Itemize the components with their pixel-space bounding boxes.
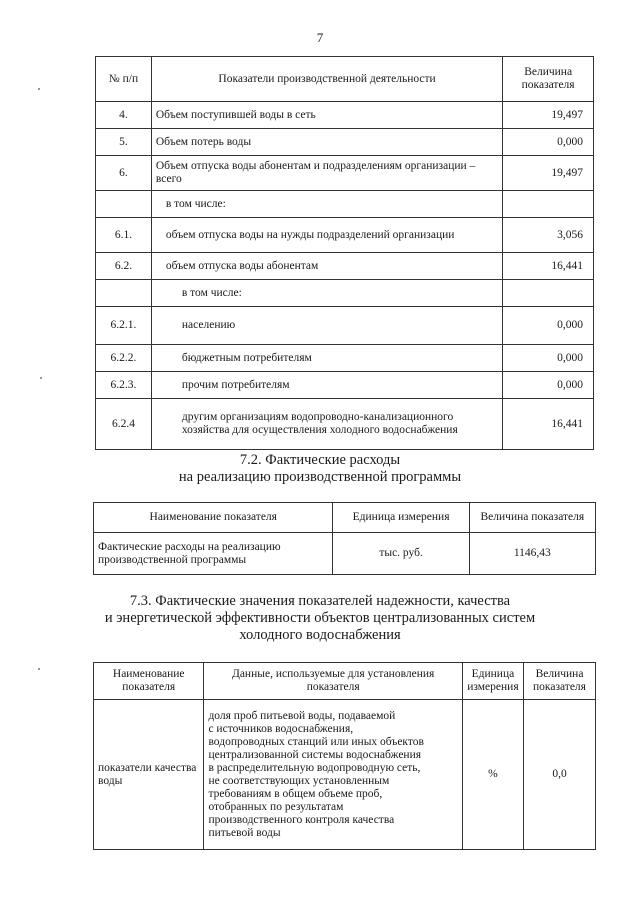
row-data [204, 700, 462, 850]
header-name: Наименование показателя [94, 503, 333, 533]
data-line: требованиям в общем объеме проб, [208, 787, 383, 800]
heading-line: и энергетической эффективности объектов централизованных систем [104, 610, 536, 626]
heading-line: на реализацию производственной программы [178, 469, 462, 485]
section-heading-7-2 [0, 452, 640, 486]
row-value: 19,497 [503, 102, 594, 129]
page-number: 7 [316, 30, 324, 45]
table-header-row [94, 663, 596, 700]
row-name: Объем отпуска воды абонентам и подразделениям организации – всего [151, 156, 502, 191]
table-row [94, 700, 596, 850]
table-row [96, 102, 594, 129]
table-row [96, 280, 594, 307]
data-line: водопроводных станций или иных объектов [208, 735, 424, 748]
row-num: 6.2.3. [96, 372, 152, 399]
production-indicators-table [95, 56, 594, 450]
header-indicator: Показатели производственной деятельности [151, 57, 502, 102]
row-num: 6.2. [96, 253, 152, 280]
heading-line: 7.2. Фактические расходы [239, 452, 401, 468]
row-value: 0,000 [503, 129, 594, 156]
header-data: Данные, используемые для установления показателя [204, 663, 462, 700]
header-value: Величина показателя [469, 503, 595, 533]
header-name: Наименование показателя [94, 663, 204, 700]
row-name: населению [151, 307, 502, 345]
row-num: 6.2.4 [96, 399, 152, 450]
scan-mark [40, 377, 42, 379]
table-row [96, 345, 594, 372]
row-value: 0,000 [503, 307, 594, 345]
row-name: прочим потребителям [151, 372, 502, 399]
row-num [96, 191, 152, 218]
table-row [96, 129, 594, 156]
heading-line: холодного водоснабжения [239, 627, 401, 643]
row-value [503, 191, 594, 218]
data-line: доля проб питьевой воды, подаваемой [208, 709, 396, 722]
row-num: 6.2.2. [96, 345, 152, 372]
table-row [96, 218, 594, 253]
table-row [96, 399, 594, 450]
row-unit: тыс. руб. [333, 533, 469, 575]
row-value: 16,441 [503, 399, 594, 450]
data-line: в распределительную водопроводную сеть, [208, 761, 421, 774]
table-header-row [94, 503, 596, 533]
row-num: 6.1. [96, 218, 152, 253]
row-name: бюджетным потребителям [151, 345, 502, 372]
row-name: другим организациям водопроводно-канализационного хозяйства для осуществления холодного водоснабжения [151, 399, 502, 450]
data-line: питьевой воды [208, 826, 281, 839]
row-num [96, 280, 152, 307]
table-row [96, 307, 594, 345]
scan-mark [38, 668, 40, 670]
header-unit: Единица измерения [333, 503, 469, 533]
data-line: отобранных по результатам [208, 800, 344, 813]
row-name: Объем поступившей воды в сеть [151, 102, 502, 129]
row-value: 0,0 [524, 700, 596, 850]
row-unit: % [462, 700, 523, 850]
header-value: Величина показателя [524, 663, 596, 700]
table-row [94, 533, 596, 575]
row-value: 3,056 [503, 218, 594, 253]
reliability-quality-table [93, 662, 596, 850]
table-row [96, 191, 594, 218]
row-value: 19,497 [503, 156, 594, 191]
header-unit: Единица измерения [462, 663, 523, 700]
row-num: 6. [96, 156, 152, 191]
row-value: 16,441 [503, 253, 594, 280]
header-value: Величина показателя [503, 57, 594, 102]
table-row [96, 372, 594, 399]
row-value: 0,000 [503, 345, 594, 372]
row-value: 1146,43 [469, 533, 595, 575]
header-num: № п/п [96, 57, 152, 102]
section-heading-7-3 [0, 593, 640, 644]
row-name: в том числе: [151, 191, 502, 218]
row-num: 5. [96, 129, 152, 156]
row-num: 4. [96, 102, 152, 129]
heading-line: 7.3. Фактические значения показателей надежности, качества [129, 593, 511, 609]
row-name: объем отпуска воды абонентам [151, 253, 502, 280]
row-name: Объем потерь воды [151, 129, 502, 156]
scan-mark [38, 88, 40, 90]
row-name: в том числе: [151, 280, 502, 307]
data-line: производственного контроля качества [208, 813, 395, 826]
row-value [503, 280, 594, 307]
data-line: централизованной системы водоснабжения [208, 748, 422, 761]
table-row [96, 156, 594, 191]
row-name: объем отпуска воды на нужды подразделений организации [151, 218, 502, 253]
actual-expenses-table [93, 502, 596, 575]
row-value: 0,000 [503, 372, 594, 399]
data-line: с источников водоснабжения, [208, 722, 354, 735]
table-row [96, 253, 594, 280]
row-name: Фактические расходы на реализацию производственной программы [94, 533, 333, 575]
row-num: 6.2.1. [96, 307, 152, 345]
data-line: не соответствующих установленным [208, 774, 390, 787]
table-header-row [96, 57, 594, 102]
row-name: показатели качества воды [94, 700, 204, 850]
